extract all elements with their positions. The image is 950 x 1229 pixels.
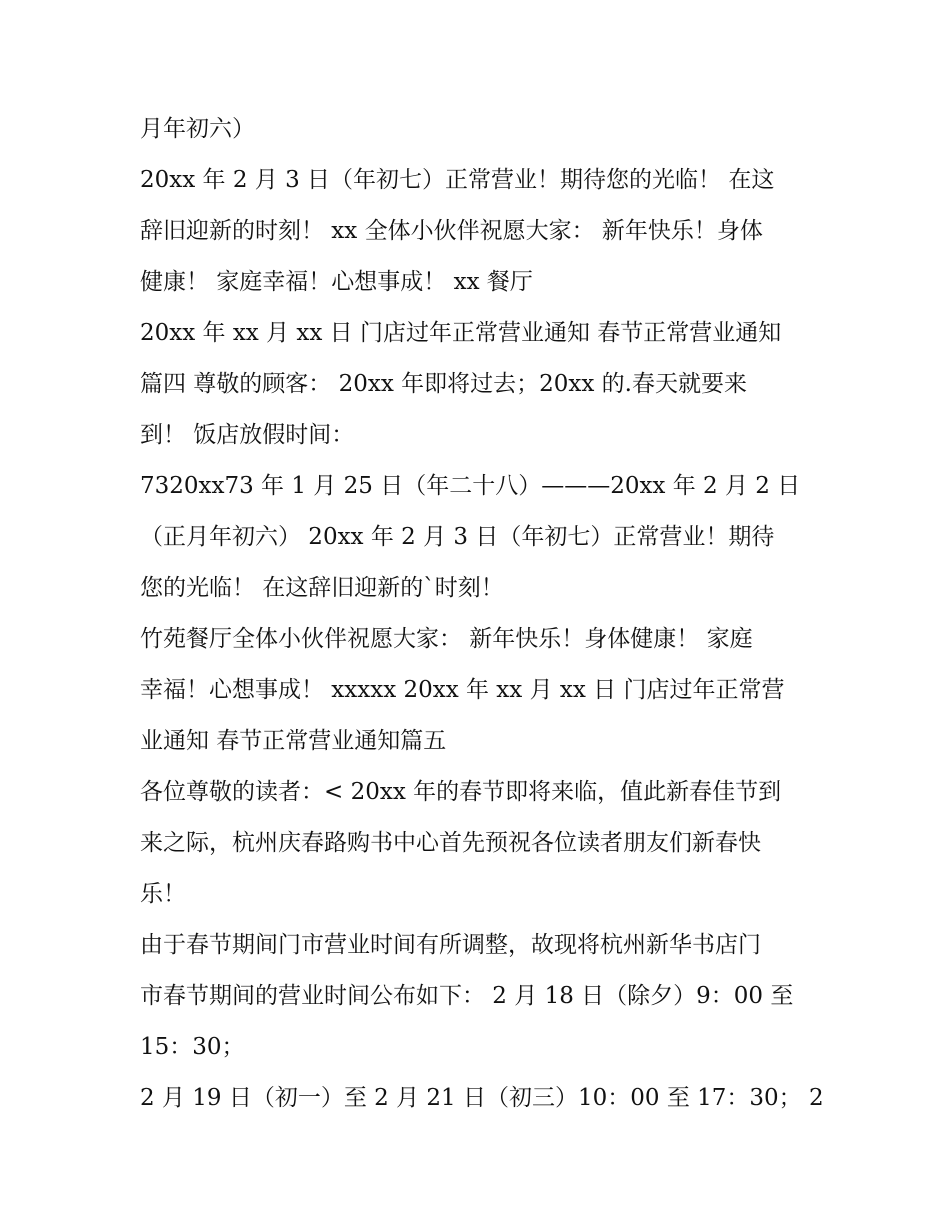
text-line: 20xx 年 2 月 3 日（年初七）正常营业！期待您的光临！ 在这 xyxy=(140,167,775,193)
text-line: 15：30； xyxy=(140,1034,245,1060)
text-line: 来之际，杭州庆春路购书中心首先预祝各位读者朋友们新春快 xyxy=(140,830,761,856)
text-line: 竹苑餐厅全体小伙伴祝愿大家： 新年快乐！身体健康！ 家庭 xyxy=(140,626,753,652)
text-line: 20xx 年 xx 月 xx 日 门店过年正常营业通知 春节正常营业通知 xyxy=(140,320,782,346)
text-line: （正月年初六） 20xx 年 2 月 3 日（年初七）正常营业！期待 xyxy=(140,524,775,550)
text-line: 辞旧迎新的时刻！ xx 全体小伙伴祝愿大家： 新年快乐！身体 xyxy=(140,218,763,244)
text-line: 由于春节期间门市营业时间有所调整，故现将杭州新华书店门 xyxy=(140,932,761,958)
text-line: 篇四 尊敬的顾客： 20xx 年即将过去；20xx 的.春天就要来 xyxy=(140,371,747,397)
text-line: 乐！ xyxy=(140,881,186,907)
text-line: 幸福！心想事成！ xxxxx 20xx 年 xx 月 xx 日 门店过年正常营 xyxy=(140,677,785,703)
text-line: 月年初六） xyxy=(140,116,255,142)
text-line: 7320xx73 年 1 月 25 日（年二十八）———20xx 年 2 月 2 日 xyxy=(140,473,801,499)
text-line: 健康！ 家庭幸福！心想事成！ xx 餐厅 xyxy=(140,269,533,295)
text-line: 各位尊敬的读者：< 20xx 年的春节即将来临，值此新春佳节到 xyxy=(140,779,782,805)
text-line: 2 月 19 日（初一）至 2 月 21 日（初三）10：00 至 17：30； 2 xyxy=(140,1085,824,1111)
text-line: 业通知 春节正常营业通知篇五 xyxy=(140,728,447,754)
document-body xyxy=(140,104,824,1124)
text-line: 您的光临！ 在这辞旧迎新的`时刻！ xyxy=(140,575,504,601)
text-line: 市春节期间的营业时间公布如下： 2 月 18 日（除夕）9：00 至 xyxy=(140,983,794,1009)
text-line: 到！ 饭店放假时间： xyxy=(140,422,355,448)
